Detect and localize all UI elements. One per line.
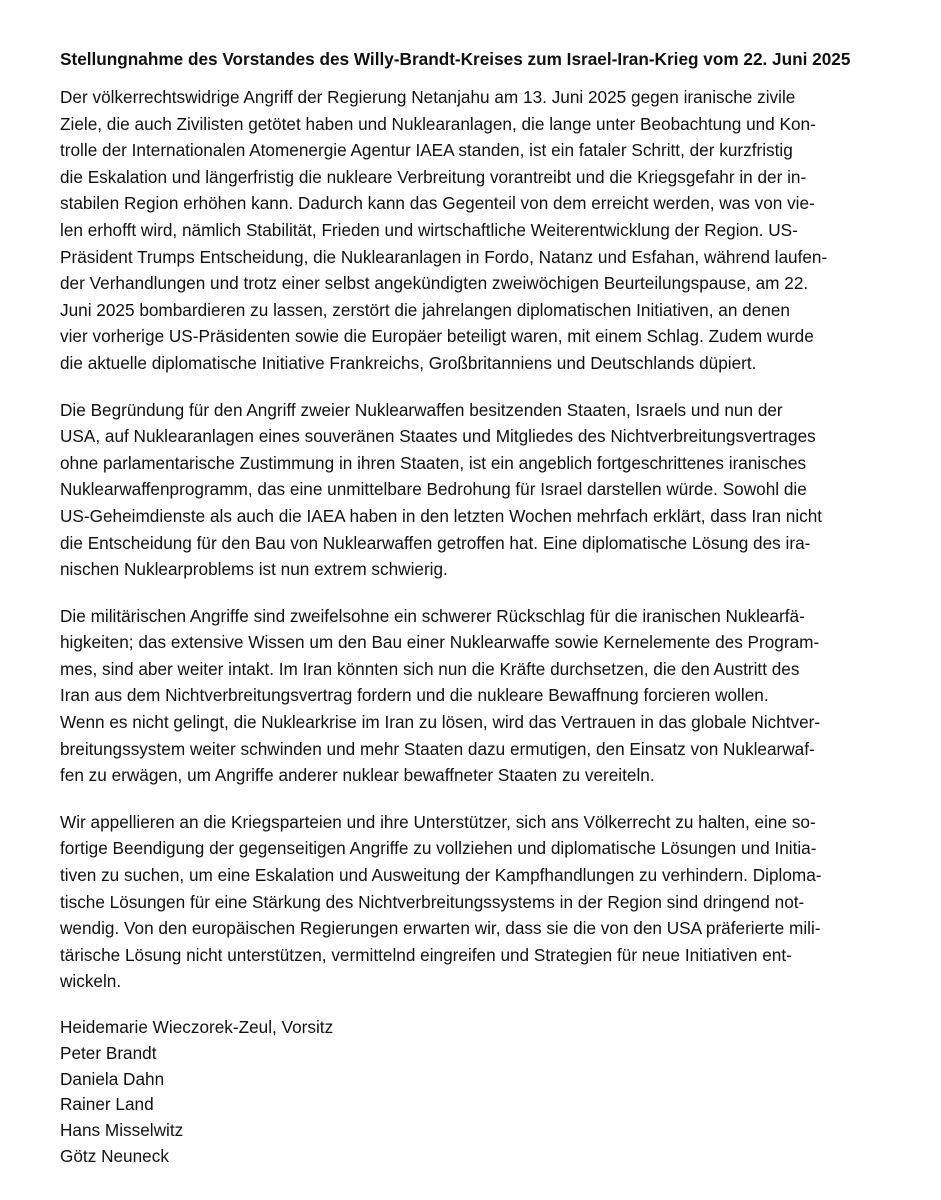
paragraph-1 <box>60 84 896 377</box>
paragraph-line: stabilen Region erhöhen kann. Dadurch kann das Gegenteil von dem erreicht werden, was von vie- <box>60 193 815 214</box>
paragraph-line: mes, sind aber weiter intakt. Im Iran könnten sich nun die Kräfte durchsetzen, die den Austritt des <box>60 658 800 679</box>
paragraph-line: die Entscheidung für den Bau von Nuklearwaffen getroffen hat. Eine diplomatische Lösung des ira- <box>60 532 811 553</box>
signatory-name: Rainer Land <box>60 1094 154 1115</box>
paragraph-line: Die militärischen Angriffe sind zweifelsohne ein schwerer Rückschlag für die iranischen Nuklearfä- <box>60 605 805 626</box>
paragraph-4 <box>60 809 896 995</box>
paragraph-line: wickeln. <box>60 971 122 992</box>
paragraph-line: Präsident Trumps Entscheidung, die Nuklearanlagen in Fordo, Natanz und Esfahan, während laufen- <box>60 246 828 267</box>
paragraph-line: len erhofft wird, nämlich Stabilität, Frieden und wirtschaftliche Weiterentwicklung der Region. US- <box>60 219 798 240</box>
paragraph-line: Wir appellieren an die Kriegsparteien und ihre Unterstützer, sich ans Völkerrecht zu halten, eine so- <box>60 811 816 832</box>
signatory-name: Peter Brandt <box>60 1042 157 1063</box>
paragraph-line: tiven zu suchen, um eine Eskalation und Ausweitung der Kampfhandlungen zu verhindern. Diploma- <box>60 865 822 886</box>
paragraph-line: Die Begründung für den Angriff zweier Nuklearwaffen besitzenden Staaten, Israels und nun der <box>60 399 783 420</box>
paragraph-line: fortige Beendigung der gegenseitigen Angriffe zu vollziehen und diplomatische Lösungen und Initia- <box>60 838 817 859</box>
document-title: Stellungnahme des Vorstandes des Willy-Brandt-Kreises zum Israel-Iran-Krieg vom 22. Juni 2025 <box>60 49 851 69</box>
paragraph-line: USA, auf Nuklearanlagen eines souveränen Staates und Mitgliedes des Nichtverbreitungsvertrages <box>60 426 816 447</box>
paragraph-line: trolle der Internationalen Atomenergie Agentur IAEA standen, ist ein fataler Schritt, der kurzfristig <box>60 140 793 161</box>
paragraph-line: fen zu erwägen, um Angriffe anderer nuklear bewaffneter Staaten zu vereiteln. <box>60 765 655 786</box>
paragraph-line: Nuklearwaffenprogramm, das eine unmittelbare Bedrohung für Israel darstellen würde. Sowohl die <box>60 479 807 500</box>
paragraph-line: die Eskalation und längerfristig die nukleare Verbreitung vorantreibt und die Kriegsgefahr in der in- <box>60 166 807 187</box>
paragraph-line: tische Lösungen für eine Stärkung des Nichtverbreitungssystems in der Region sind dringend not- <box>60 891 805 912</box>
document-body <box>60 84 896 995</box>
paragraph-line: Ziele, die auch Zivilisten getötet haben und Nuklearanlagen, die lange unter Beobachtung und Kon- <box>60 113 816 134</box>
paragraph-2 <box>60 397 896 583</box>
paragraph-line: breitungssystem weiter schwinden und mehr Staaten dazu ermutigen, den Einsatz von Nuklearwaf- <box>60 738 815 759</box>
paragraph-line: Iran aus dem Nichtverbreitungsvertrag fordern und die nukleare Bewaffnung forcieren wollen. <box>60 685 769 706</box>
signatory-list <box>60 1015 896 1170</box>
paragraph-line: Der völkerrechtswidrige Angriff der Regierung Netanjahu am 13. Juni 2025 gegen iranische zivile <box>60 87 796 107</box>
signatory-name: Hans Misselwitz <box>60 1120 184 1141</box>
paragraph-line: higkeiten; das extensive Wissen um den Bau einer Nuklearwaffe sowie Kernelemente des Program- <box>60 632 820 653</box>
statement-document <box>60 46 896 1170</box>
paragraph-line: wendig. Von den europäischen Regierungen erwarten wir, dass sie die von den USA präferierte mili- <box>60 918 821 939</box>
signatory-name: Heidemarie Wieczorek-Zeul, Vorsitz <box>60 1017 334 1037</box>
paragraph-line: der Verhandlungen und trotz einer selbst angekündigten zweiwöchigen Beurteilungspause, am 22. <box>60 273 809 294</box>
paragraph-3 <box>60 603 896 789</box>
signatory-name: Daniela Dahn <box>60 1068 165 1089</box>
paragraph-line: Juni 2025 bombardieren zu lassen, zerstört die jahrelangen diplomatischen Initiativen, an denen <box>60 299 790 320</box>
signatory-name: Götz Neuneck <box>60 1145 169 1166</box>
paragraph-line: vier vorherige US-Präsidenten sowie die Europäer beteiligt waren, mit einem Schlag. Zudem wurde <box>60 326 814 347</box>
paragraph-line: nischen Nuklearproblems ist nun extrem schwierig. <box>60 559 448 580</box>
paragraph-line: US-Geheimdienste als auch die IAEA haben in den letzten Wochen mehrfach erklärt, dass Iran nicht <box>60 505 823 526</box>
paragraph-line: ohne parlamentarische Zustimmung in ihren Staaten, ist ein angeblich fortgeschrittenes iranisches <box>60 452 807 473</box>
paragraph-line: die aktuelle diplomatische Initiative Frankreichs, Großbritanniens und Deutschlands düpiert. <box>60 352 757 373</box>
paragraph-line: Wenn es nicht gelingt, die Nuklearkrise im Iran zu lösen, wird das Vertrauen in das globale Nichtver- <box>60 712 821 733</box>
paragraph-line: tärische Lösung nicht unterstützen, vermittelnd eingreifen und Strategien für neue Initiativen ent- <box>60 944 792 965</box>
